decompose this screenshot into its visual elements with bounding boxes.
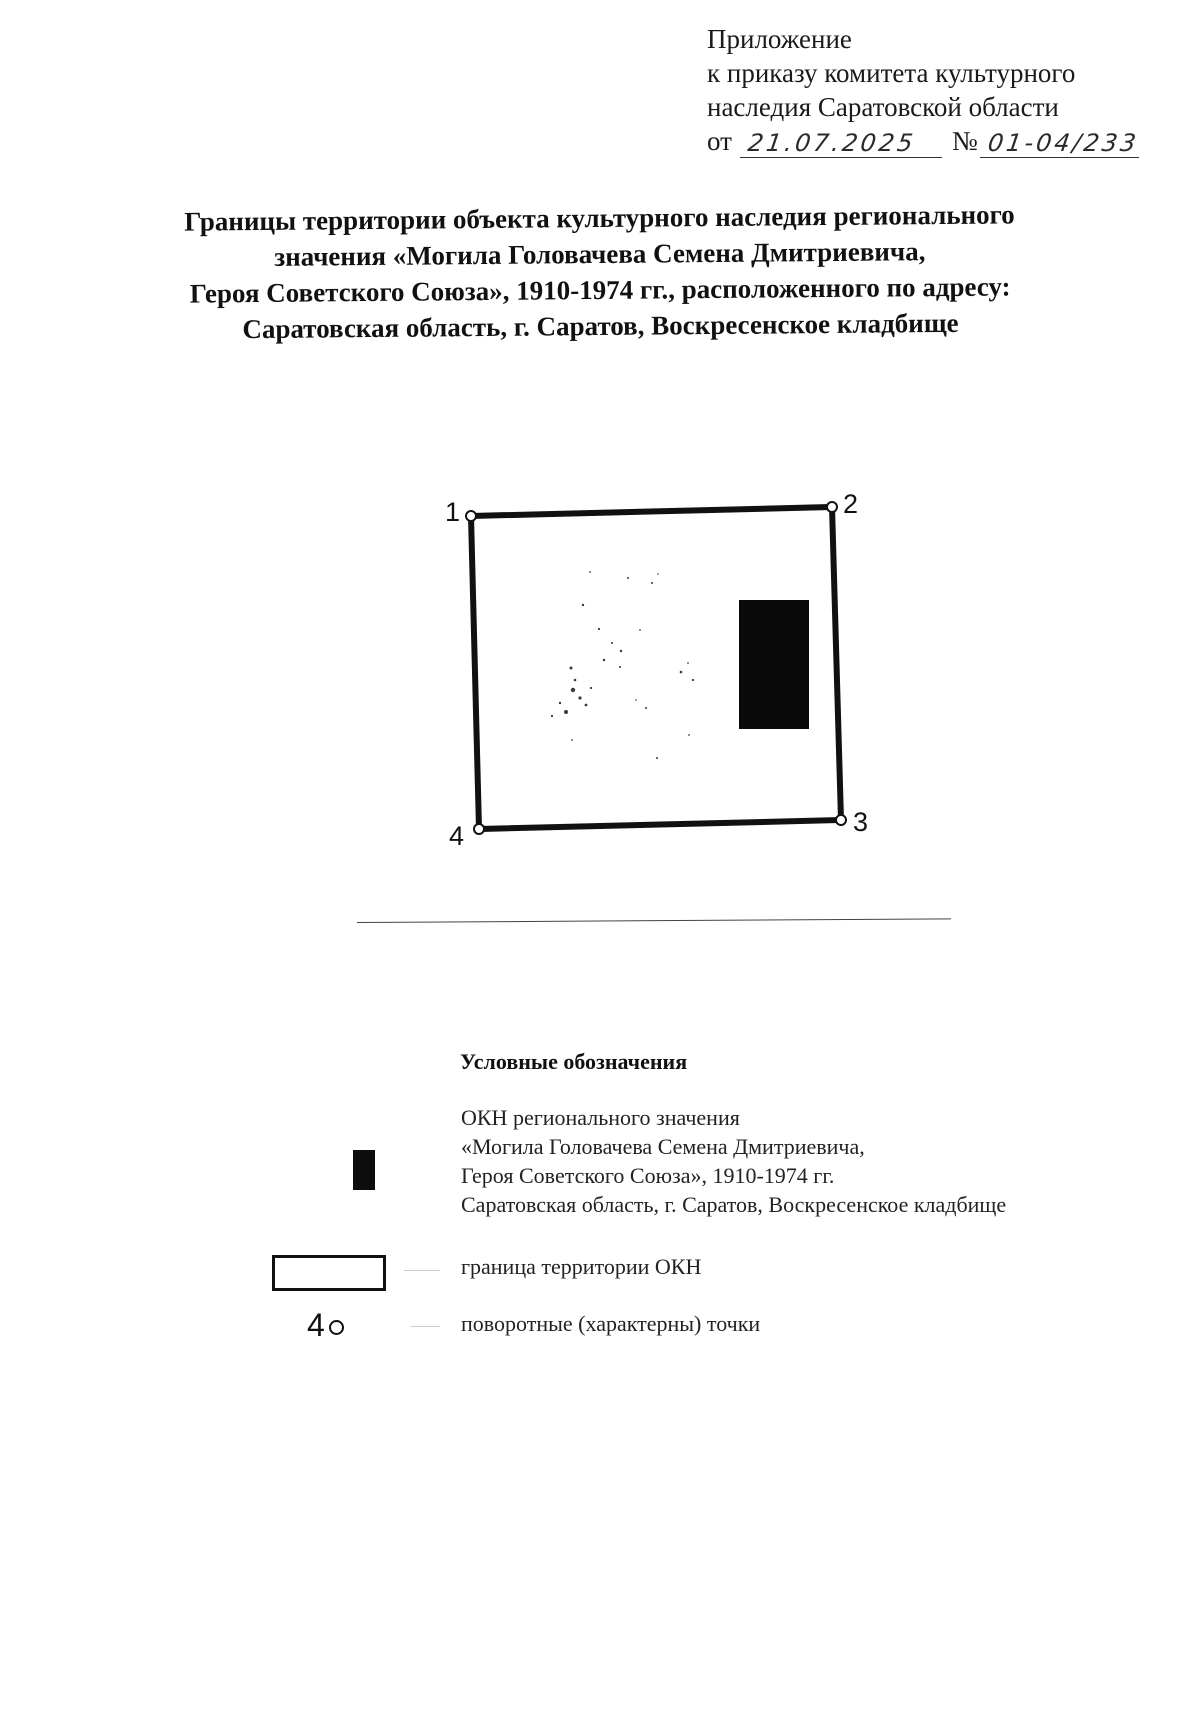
legend-point-number: 4 — [307, 1307, 325, 1343]
legend-title: Условные обозначения — [460, 1049, 688, 1074]
attachment-line-3: наследия Саратовской области — [707, 92, 1059, 122]
legend-okn-line-3: Героя Советского Союза», 1910-1974 гг. — [461, 1163, 835, 1188]
legend-point-ring-icon — [329, 1320, 344, 1335]
from-label: от — [707, 126, 732, 156]
legend-okn-line-4: Саратовская область, г. Саратов, Воскресенское кладбище — [461, 1192, 1007, 1217]
turning-point-4-marker — [474, 824, 484, 834]
legend-points-leader — [410, 1326, 440, 1327]
legend-okn-line-2: «Могила Головачева Семена Дмитриевича, — [461, 1134, 865, 1159]
handwritten-order-number: 01-04/233 — [980, 129, 1143, 158]
legend-border-symbol — [272, 1255, 386, 1291]
attachment-line-1: Приложение — [707, 24, 852, 54]
title-line-3: Героя Советского Союза», 1910-1974 гг., расположенного по адресу: — [189, 271, 1011, 309]
territory-boundary — [471, 507, 841, 829]
turning-point-1-marker — [466, 511, 476, 521]
legend-points-label: поворотные (характерны) точки — [461, 1311, 761, 1336]
turning-point-2-marker — [827, 502, 837, 512]
attachment-header — [707, 22, 1140, 158]
turning-point-markers — [466, 502, 846, 834]
attachment-line-2: к приказу комитета культурного — [707, 58, 1076, 88]
okn-grave-object — [739, 600, 809, 729]
turning-point-4-label: 4 — [449, 821, 465, 851]
turning-point-3-marker — [836, 815, 846, 825]
legend-border-label: граница территории ОКН — [461, 1254, 702, 1279]
section-divider — [357, 918, 951, 923]
legend-okn-symbol — [353, 1150, 375, 1190]
title-line-1: Границы территории объекта культурного наследия регионального — [184, 199, 1015, 237]
turning-point-2-label: 2 — [843, 489, 859, 519]
order-reference — [707, 124, 1140, 158]
handwritten-date: 21.07.2025 — [740, 129, 946, 158]
title-line-2: значения «Могила Головачева Семена Дмитриевича, — [274, 236, 926, 272]
legend-border-leader — [404, 1270, 440, 1271]
number-label: № — [951, 126, 978, 156]
scan-speckles — [551, 571, 694, 759]
legend-okn-description — [461, 1103, 1006, 1219]
turning-point-3-label: 3 — [853, 807, 869, 837]
legend-point-symbol — [307, 1308, 344, 1342]
legend-okn-line-1: ОКН регионального значения — [461, 1105, 740, 1130]
turning-point-1-label: 1 — [445, 497, 461, 527]
title-line-4: Саратовская область, г. Саратов, Воскресенское кладбище — [242, 307, 959, 345]
document-title — [139, 196, 1060, 348]
